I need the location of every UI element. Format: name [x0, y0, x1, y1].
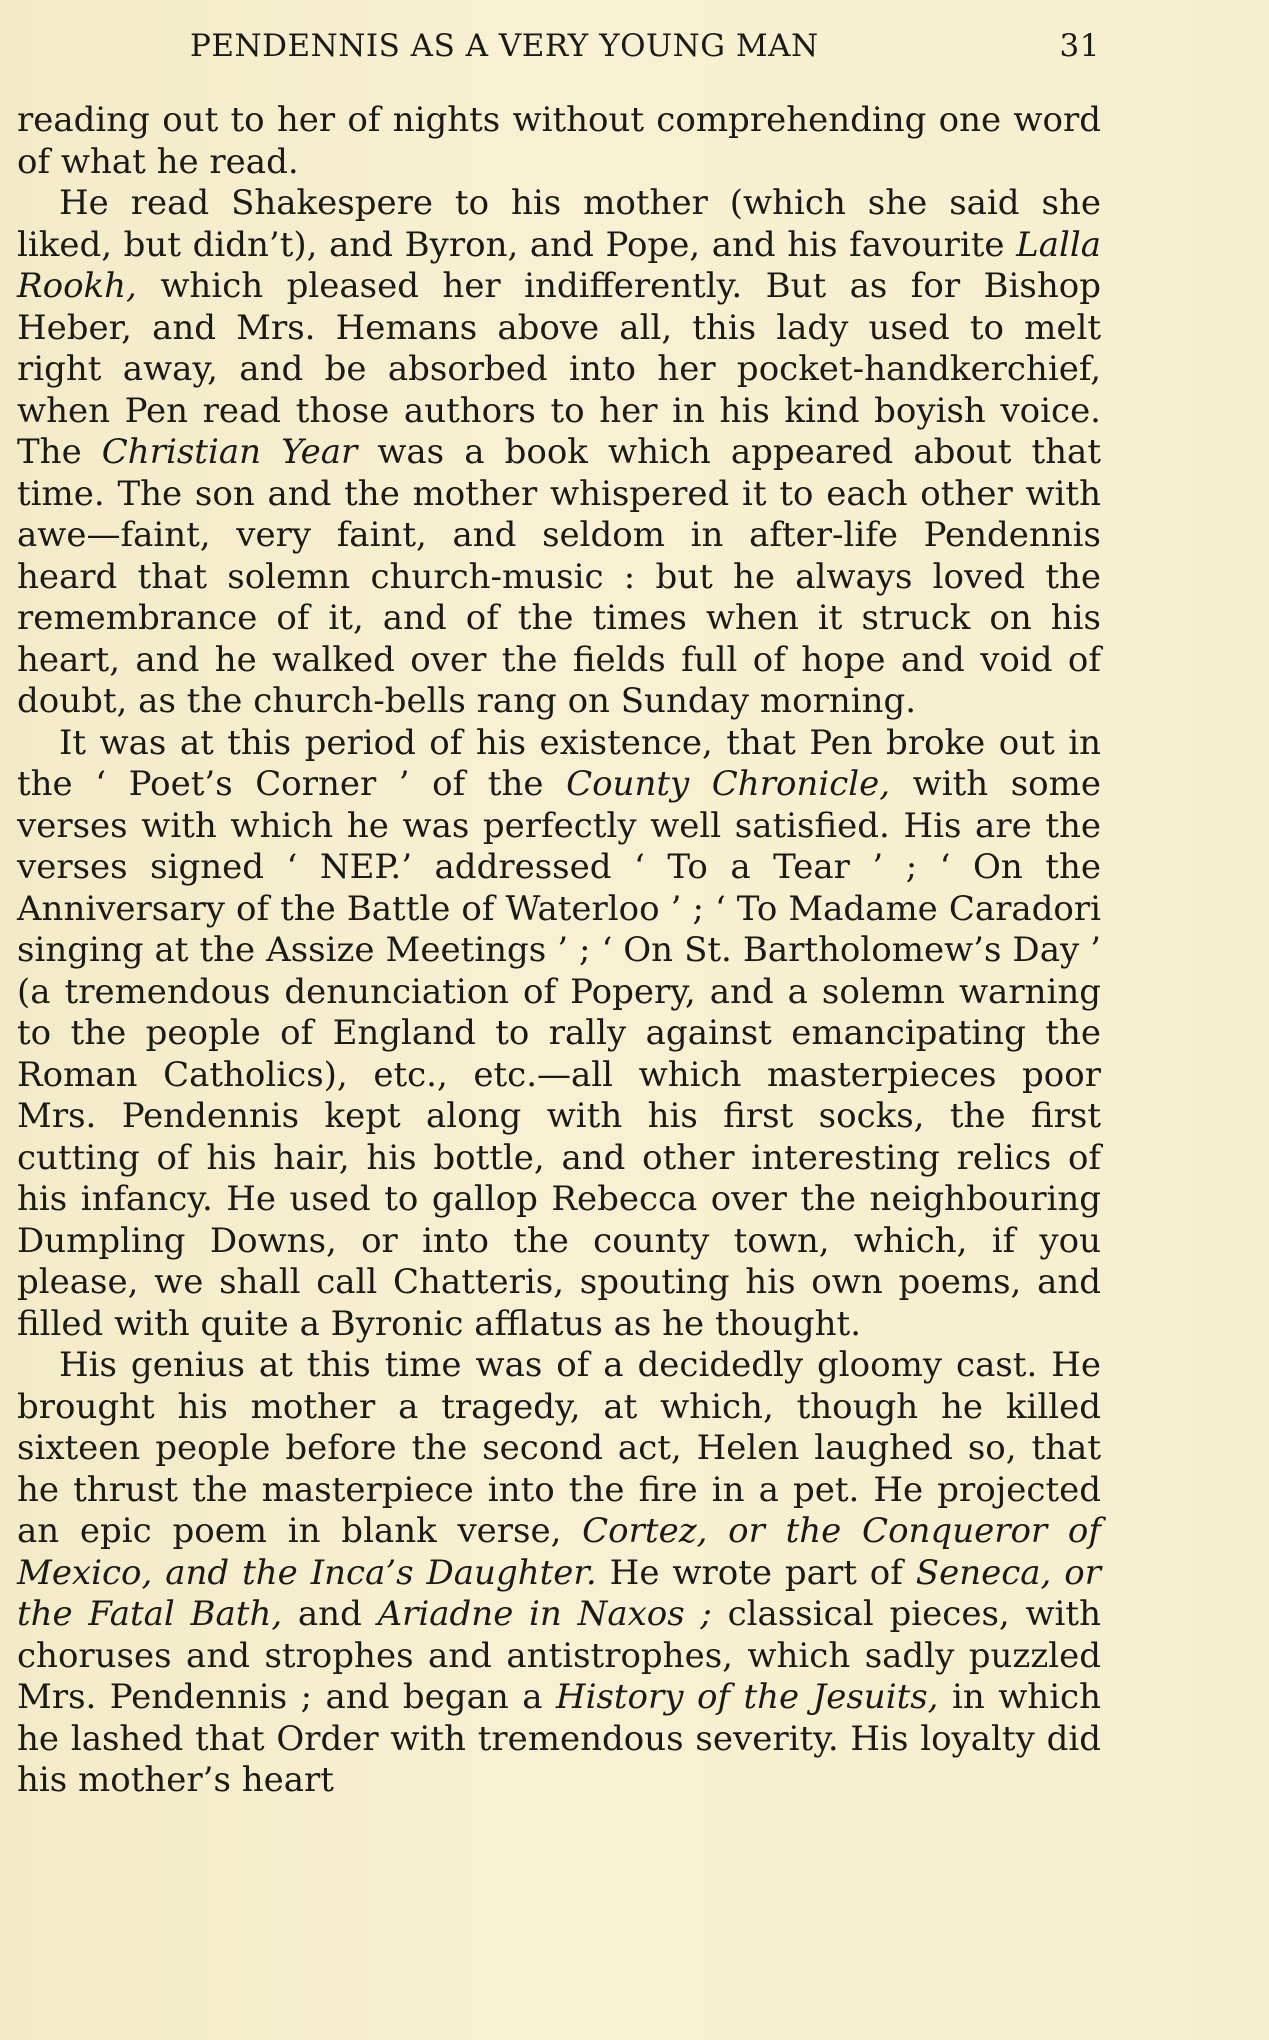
title-seneca: Seneca, or the Fatal Bath, — [17, 1552, 1101, 1634]
text-run: reading out to her of nights without comprehending one word of what he read. — [17, 100, 1101, 182]
title-ariadne: Ariadne in Naxos ; — [377, 1594, 712, 1634]
running-title: PENDENNIS AS A VERY YOUNG MAN — [190, 28, 819, 64]
text-run: He wrote part of — [596, 1552, 916, 1593]
paragraph-continued — [17, 100, 1101, 183]
text-run: He read Shakespere to his mother (which she said she liked, but didn’t), and Byron, and Pope, and his favourite — [17, 183, 1101, 265]
text-run: His genius at this time was of a decidedly gloomy cast. He brought his mother a tragedy, at which, though he killed sixteen people before the second act, Helen laughed so, that he thrust the masterpiece into the fire in a pet. He projected an epic poem in blank verse, — [17, 1345, 1101, 1551]
text-run: classical pieces, with choruses and strophes and antistrophes, which sadly puzzled Mrs. Pendennis ; and began a — [17, 1594, 1101, 1717]
text-run: and — [282, 1594, 378, 1634]
page-number: 31 — [1059, 28, 1100, 64]
text-run: with some verses with which he was perfectly well satisfied. His are the verses signed ‘ NEP.’ addressed ‘ To a Tear ’ ; ‘ On the Anniversary of the Battle of Waterloo ’ ; ‘ To Madame Caradori singing at the Assize Meetings ’ ; ‘ On St. Bartholomew’s Day ’ (a tremendous denunciation of Popery, and a solemn warning to the people of England to rally against emancipating the Roman Catholics), etc., etc.—all which masterpieces poor Mrs. Pendennis kept along with his first socks, the first cutting of his hair, his bottle, and other interesting relics of his infancy. He used to gallop Rebecca over the neighbouring Dumpling Downs, or into the county town, which, if you please, we shall call Chatteris, spouting his own poems, and filled with quite a Byronic afflatus as he thought. — [17, 764, 1102, 1344]
title-county-chronicle: County Chronicle, — [566, 764, 891, 804]
text-run: in which he lashed that Order with tremendous severity. His loyalty did his mother’s heart — [17, 1677, 1102, 1800]
text-run: which pleased her indifferently. But as for Bishop Heber, and Mrs. Hemans above all, this lady used to melt right away, and be absorbed into her pocket-handkerchief, when Pen read those authors to her in his kind boyish voice. The — [17, 266, 1101, 472]
title-christian-year: Christian Year — [101, 432, 358, 472]
title-history-jesuits: History of the Jesuits, — [555, 1677, 939, 1717]
title-lalla-rookh: Lalla Rookh, — [17, 224, 1101, 306]
body-text — [17, 100, 1101, 1802]
paragraph — [17, 723, 1101, 1346]
paragraph — [17, 183, 1101, 723]
title-cortez: Cortez, or the Conqueror of Mexico, and the Inca’s Daughter. — [17, 1511, 1101, 1593]
text-run: It was at this period of his existence, that Pen broke out in the ‘ Poet’s Corner ’ of the — [17, 722, 1101, 804]
paragraph — [17, 1345, 1101, 1802]
running-head — [190, 28, 1100, 72]
text-run: was a book which appeared about that time. The son and the mother whispered it to each other with awe—faint, very faint, and seldom in after-life Pendennis heard that solemn church-music : but he always loved the remembrance of it, and of the times when it struck on his heart, and he walked over the fields full of hope and void of doubt, as the church-bells rang on Sunday morning. — [17, 432, 1101, 721]
